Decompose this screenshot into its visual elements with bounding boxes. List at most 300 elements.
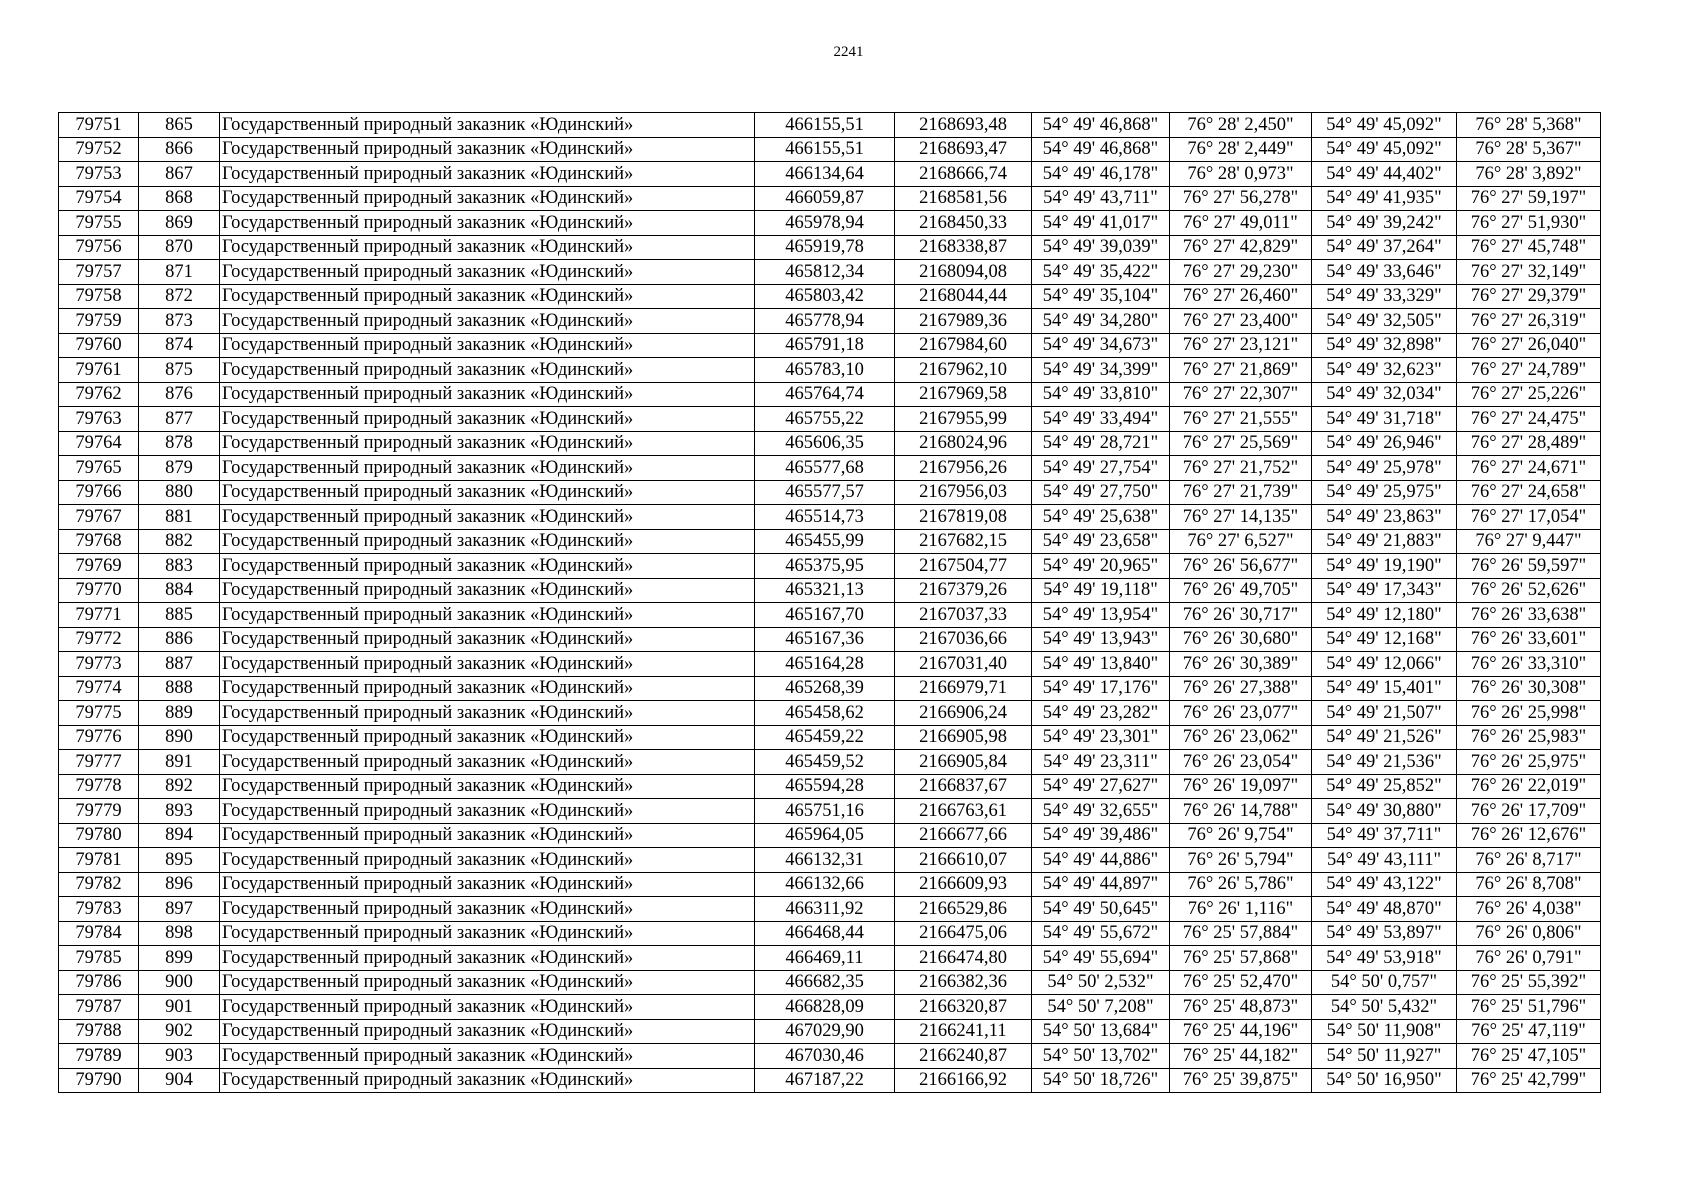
table-row — [59, 260, 1601, 285]
y-coordinate-cell: 2167956,03 — [895, 480, 1032, 505]
x-coordinate-cell: 465964,05 — [755, 823, 895, 848]
longitude-2-cell: 76° 26' 12,676" — [1457, 823, 1601, 848]
object-name-cell: Государственный природный заказник «Юдинский» — [220, 407, 755, 432]
longitude-2-cell: 76° 25' 47,105" — [1457, 1044, 1601, 1069]
table-row — [59, 701, 1601, 726]
x-coordinate-cell: 466468,44 — [755, 921, 895, 946]
y-coordinate-cell: 2168666,74 — [895, 162, 1032, 187]
row-id-cell: 79755 — [59, 211, 139, 236]
y-coordinate-cell: 2168044,44 — [895, 284, 1032, 309]
latitude-1-cell: 54° 49' 44,897" — [1032, 872, 1170, 897]
point-number-cell: 902 — [139, 1019, 220, 1044]
table-row — [59, 676, 1601, 701]
longitude-2-cell: 76° 27' 9,447" — [1457, 529, 1601, 554]
longitude-2-cell: 76° 27' 26,040" — [1457, 333, 1601, 358]
table-row — [59, 113, 1601, 138]
longitude-2-cell: 76° 26' 25,983" — [1457, 725, 1601, 750]
longitude-1-cell: 76° 27' 22,307" — [1170, 382, 1312, 407]
row-id-cell: 79762 — [59, 382, 139, 407]
x-coordinate-cell: 465455,99 — [755, 529, 895, 554]
x-coordinate-cell: 466134,64 — [755, 162, 895, 187]
longitude-1-cell: 76° 26' 30,389" — [1170, 652, 1312, 677]
point-number-cell: 892 — [139, 774, 220, 799]
longitude-2-cell: 76° 27' 24,475" — [1457, 407, 1601, 432]
latitude-2-cell: 54° 49' 15,401" — [1312, 676, 1457, 701]
object-name-cell: Государственный природный заказник «Юдинский» — [220, 774, 755, 799]
latitude-1-cell: 54° 49' 27,754" — [1032, 456, 1170, 481]
longitude-1-cell: 76° 27' 29,230" — [1170, 260, 1312, 285]
latitude-1-cell: 54° 49' 25,638" — [1032, 505, 1170, 530]
x-coordinate-cell: 465167,70 — [755, 603, 895, 628]
point-number-cell: 885 — [139, 603, 220, 628]
x-coordinate-cell: 465791,18 — [755, 333, 895, 358]
longitude-1-cell: 76° 26' 23,062" — [1170, 725, 1312, 750]
latitude-2-cell: 54° 49' 37,264" — [1312, 235, 1457, 260]
table-row — [59, 186, 1601, 211]
y-coordinate-cell: 2168693,47 — [895, 137, 1032, 162]
longitude-1-cell: 76° 28' 2,450" — [1170, 113, 1312, 138]
longitude-1-cell: 76° 25' 44,182" — [1170, 1044, 1312, 1069]
y-coordinate-cell: 2166610,07 — [895, 848, 1032, 873]
object-name-cell: Государственный природный заказник «Юдинский» — [220, 823, 755, 848]
y-coordinate-cell: 2167969,58 — [895, 382, 1032, 407]
y-coordinate-cell: 2167036,66 — [895, 627, 1032, 652]
y-coordinate-cell: 2166677,66 — [895, 823, 1032, 848]
latitude-2-cell: 54° 49' 30,880" — [1312, 799, 1457, 824]
latitude-2-cell: 54° 49' 32,898" — [1312, 333, 1457, 358]
row-id-cell: 79761 — [59, 358, 139, 383]
object-name-cell: Государственный природный заказник «Юдинский» — [220, 799, 755, 824]
latitude-1-cell: 54° 49' 23,301" — [1032, 725, 1170, 750]
longitude-1-cell: 76° 25' 44,196" — [1170, 1019, 1312, 1044]
longitude-1-cell: 76° 27' 42,829" — [1170, 235, 1312, 260]
x-coordinate-cell: 465321,13 — [755, 578, 895, 603]
table-row — [59, 456, 1601, 481]
latitude-1-cell: 54° 49' 46,178" — [1032, 162, 1170, 187]
latitude-1-cell: 54° 49' 46,868" — [1032, 137, 1170, 162]
row-id-cell: 79773 — [59, 652, 139, 677]
x-coordinate-cell: 465594,28 — [755, 774, 895, 799]
longitude-2-cell: 76° 26' 0,791" — [1457, 946, 1601, 971]
table-row — [59, 774, 1601, 799]
longitude-1-cell: 76° 28' 2,449" — [1170, 137, 1312, 162]
object-name-cell: Государственный природный заказник «Юдинский» — [220, 750, 755, 775]
longitude-2-cell: 76° 27' 45,748" — [1457, 235, 1601, 260]
longitude-1-cell: 76° 25' 39,875" — [1170, 1068, 1312, 1093]
latitude-1-cell: 54° 49' 35,422" — [1032, 260, 1170, 285]
row-id-cell: 79764 — [59, 431, 139, 456]
longitude-1-cell: 76° 26' 30,717" — [1170, 603, 1312, 628]
longitude-2-cell: 76° 27' 29,379" — [1457, 284, 1601, 309]
object-name-cell: Государственный природный заказник «Юдинский» — [220, 848, 755, 873]
longitude-2-cell: 76° 27' 24,671" — [1457, 456, 1601, 481]
latitude-2-cell: 54° 49' 12,180" — [1312, 603, 1457, 628]
point-number-cell: 898 — [139, 921, 220, 946]
latitude-2-cell: 54° 49' 21,526" — [1312, 725, 1457, 750]
table-row — [59, 872, 1601, 897]
latitude-2-cell: 54° 49' 37,711" — [1312, 823, 1457, 848]
latitude-1-cell: 54° 49' 23,311" — [1032, 750, 1170, 775]
point-number-cell: 899 — [139, 946, 220, 971]
y-coordinate-cell: 2166529,86 — [895, 897, 1032, 922]
longitude-1-cell: 76° 27' 14,135" — [1170, 505, 1312, 530]
latitude-1-cell: 54° 49' 32,655" — [1032, 799, 1170, 824]
y-coordinate-cell: 2166763,61 — [895, 799, 1032, 824]
row-id-cell: 79787 — [59, 995, 139, 1020]
table-row — [59, 995, 1601, 1020]
row-id-cell: 79753 — [59, 162, 139, 187]
point-number-cell: 881 — [139, 505, 220, 530]
longitude-1-cell: 76° 26' 14,788" — [1170, 799, 1312, 824]
longitude-1-cell: 76° 27' 21,739" — [1170, 480, 1312, 505]
longitude-2-cell: 76° 27' 59,197" — [1457, 186, 1601, 211]
latitude-2-cell: 54° 49' 21,507" — [1312, 701, 1457, 726]
longitude-1-cell: 76° 26' 1,116" — [1170, 897, 1312, 922]
latitude-1-cell: 54° 50' 18,726" — [1032, 1068, 1170, 1093]
longitude-2-cell: 76° 27' 24,658" — [1457, 480, 1601, 505]
latitude-2-cell: 54° 49' 45,092" — [1312, 137, 1457, 162]
page-number: 2241 — [833, 44, 864, 60]
longitude-2-cell: 76° 25' 51,796" — [1457, 995, 1601, 1020]
point-number-cell: 901 — [139, 995, 220, 1020]
y-coordinate-cell: 2166837,67 — [895, 774, 1032, 799]
point-number-cell: 868 — [139, 186, 220, 211]
table-row — [59, 284, 1601, 309]
y-coordinate-cell: 2168094,08 — [895, 260, 1032, 285]
latitude-1-cell: 54° 50' 13,702" — [1032, 1044, 1170, 1069]
row-id-cell: 79774 — [59, 676, 139, 701]
longitude-2-cell: 76° 26' 22,019" — [1457, 774, 1601, 799]
longitude-2-cell: 76° 26' 17,709" — [1457, 799, 1601, 824]
y-coordinate-cell: 2166320,87 — [895, 995, 1032, 1020]
longitude-2-cell: 76° 28' 5,367" — [1457, 137, 1601, 162]
longitude-1-cell: 76° 26' 30,680" — [1170, 627, 1312, 652]
row-id-cell: 79784 — [59, 921, 139, 946]
x-coordinate-cell: 465812,34 — [755, 260, 895, 285]
y-coordinate-cell: 2167031,40 — [895, 652, 1032, 677]
longitude-1-cell: 76° 25' 57,868" — [1170, 946, 1312, 971]
x-coordinate-cell: 465514,73 — [755, 505, 895, 530]
longitude-1-cell: 76° 25' 57,884" — [1170, 921, 1312, 946]
x-coordinate-cell: 466132,66 — [755, 872, 895, 897]
object-name-cell: Государственный природный заказник «Юдинский» — [220, 358, 755, 383]
x-coordinate-cell: 465458,62 — [755, 701, 895, 726]
x-coordinate-cell: 466155,51 — [755, 137, 895, 162]
latitude-1-cell: 54° 49' 39,039" — [1032, 235, 1170, 260]
point-number-cell: 894 — [139, 823, 220, 848]
latitude-2-cell: 54° 49' 25,978" — [1312, 456, 1457, 481]
y-coordinate-cell: 2168024,96 — [895, 431, 1032, 456]
longitude-1-cell: 76° 27' 21,869" — [1170, 358, 1312, 383]
coordinates-table — [58, 112, 1601, 1093]
object-name-cell: Государственный природный заказник «Юдинский» — [220, 235, 755, 260]
longitude-1-cell: 76° 25' 52,470" — [1170, 970, 1312, 995]
object-name-cell: Государственный природный заказник «Юдинский» — [220, 725, 755, 750]
x-coordinate-cell: 467187,22 — [755, 1068, 895, 1093]
latitude-1-cell: 54° 50' 7,208" — [1032, 995, 1170, 1020]
table-row — [59, 162, 1601, 187]
y-coordinate-cell: 2167682,15 — [895, 529, 1032, 554]
longitude-2-cell: 76° 26' 0,806" — [1457, 921, 1601, 946]
latitude-1-cell: 54° 49' 17,176" — [1032, 676, 1170, 701]
object-name-cell: Государственный природный заказник «Юдинский» — [220, 113, 755, 138]
x-coordinate-cell: 466155,51 — [755, 113, 895, 138]
row-id-cell: 79786 — [59, 970, 139, 995]
row-id-cell: 79788 — [59, 1019, 139, 1044]
table-row — [59, 554, 1601, 579]
row-id-cell: 79780 — [59, 823, 139, 848]
table-row — [59, 823, 1601, 848]
longitude-1-cell: 76° 27' 23,400" — [1170, 309, 1312, 334]
table-row — [59, 309, 1601, 334]
latitude-1-cell: 54° 49' 23,282" — [1032, 701, 1170, 726]
longitude-2-cell: 76° 26' 8,708" — [1457, 872, 1601, 897]
table-row — [59, 407, 1601, 432]
latitude-2-cell: 54° 49' 53,918" — [1312, 946, 1457, 971]
x-coordinate-cell: 465167,36 — [755, 627, 895, 652]
latitude-2-cell: 54° 50' 5,432" — [1312, 995, 1457, 1020]
object-name-cell: Государственный природный заказник «Юдинский» — [220, 652, 755, 677]
point-number-cell: 889 — [139, 701, 220, 726]
object-name-cell: Государственный природный заказник «Юдинский» — [220, 1044, 755, 1069]
latitude-2-cell: 54° 49' 31,718" — [1312, 407, 1457, 432]
latitude-2-cell: 54° 49' 25,852" — [1312, 774, 1457, 799]
point-number-cell: 890 — [139, 725, 220, 750]
table-row — [59, 1019, 1601, 1044]
object-name-cell: Государственный природный заказник «Юдинский» — [220, 921, 755, 946]
latitude-1-cell: 54° 49' 44,886" — [1032, 848, 1170, 873]
latitude-1-cell: 54° 49' 34,399" — [1032, 358, 1170, 383]
longitude-2-cell: 76° 27' 32,149" — [1457, 260, 1601, 285]
table-row — [59, 799, 1601, 824]
point-number-cell: 865 — [139, 113, 220, 138]
point-number-cell: 878 — [139, 431, 220, 456]
latitude-1-cell: 54° 49' 13,943" — [1032, 627, 1170, 652]
y-coordinate-cell: 2167984,60 — [895, 333, 1032, 358]
latitude-2-cell: 54° 50' 0,757" — [1312, 970, 1457, 995]
longitude-2-cell: 76° 25' 47,119" — [1457, 1019, 1601, 1044]
point-number-cell: 896 — [139, 872, 220, 897]
longitude-1-cell: 76° 27' 56,278" — [1170, 186, 1312, 211]
y-coordinate-cell: 2166905,98 — [895, 725, 1032, 750]
latitude-1-cell: 54° 50' 13,684" — [1032, 1019, 1170, 1044]
table-row — [59, 946, 1601, 971]
longitude-2-cell: 76° 26' 52,626" — [1457, 578, 1601, 603]
y-coordinate-cell: 2167037,33 — [895, 603, 1032, 628]
point-number-cell: 876 — [139, 382, 220, 407]
latitude-2-cell: 54° 49' 33,646" — [1312, 260, 1457, 285]
longitude-2-cell: 76° 26' 25,975" — [1457, 750, 1601, 775]
row-id-cell: 79775 — [59, 701, 139, 726]
latitude-2-cell: 54° 49' 17,343" — [1312, 578, 1457, 603]
x-coordinate-cell: 465577,68 — [755, 456, 895, 481]
latitude-1-cell: 54° 49' 39,486" — [1032, 823, 1170, 848]
x-coordinate-cell: 465577,57 — [755, 480, 895, 505]
longitude-1-cell: 76° 26' 23,054" — [1170, 750, 1312, 775]
longitude-2-cell: 76° 26' 30,308" — [1457, 676, 1601, 701]
longitude-2-cell: 76° 26' 33,601" — [1457, 627, 1601, 652]
latitude-2-cell: 54° 49' 33,329" — [1312, 284, 1457, 309]
longitude-1-cell: 76° 27' 21,752" — [1170, 456, 1312, 481]
x-coordinate-cell: 465459,22 — [755, 725, 895, 750]
latitude-1-cell: 54° 49' 27,627" — [1032, 774, 1170, 799]
point-number-cell: 897 — [139, 897, 220, 922]
longitude-2-cell: 76° 26' 33,310" — [1457, 652, 1601, 677]
latitude-2-cell: 54° 49' 26,946" — [1312, 431, 1457, 456]
point-number-cell: 893 — [139, 799, 220, 824]
point-number-cell: 884 — [139, 578, 220, 603]
longitude-2-cell: 76° 26' 8,717" — [1457, 848, 1601, 873]
point-number-cell: 883 — [139, 554, 220, 579]
longitude-1-cell: 76° 27' 26,460" — [1170, 284, 1312, 309]
latitude-1-cell: 54° 49' 23,658" — [1032, 529, 1170, 554]
y-coordinate-cell: 2167819,08 — [895, 505, 1032, 530]
y-coordinate-cell: 2167956,26 — [895, 456, 1032, 481]
row-id-cell: 79767 — [59, 505, 139, 530]
row-id-cell: 79785 — [59, 946, 139, 971]
y-coordinate-cell: 2167989,36 — [895, 309, 1032, 334]
x-coordinate-cell: 466059,87 — [755, 186, 895, 211]
object-name-cell: Государственный природный заказник «Юдинский» — [220, 897, 755, 922]
table-row — [59, 333, 1601, 358]
object-name-cell: Государственный природный заказник «Юдинский» — [220, 382, 755, 407]
point-number-cell: 900 — [139, 970, 220, 995]
latitude-2-cell: 54° 49' 12,168" — [1312, 627, 1457, 652]
x-coordinate-cell: 465803,42 — [755, 284, 895, 309]
longitude-2-cell: 76° 27' 25,226" — [1457, 382, 1601, 407]
row-id-cell: 79783 — [59, 897, 139, 922]
table-row — [59, 970, 1601, 995]
latitude-2-cell: 54° 49' 53,897" — [1312, 921, 1457, 946]
point-number-cell: 882 — [139, 529, 220, 554]
latitude-1-cell: 54° 49' 34,673" — [1032, 333, 1170, 358]
point-number-cell: 869 — [139, 211, 220, 236]
object-name-cell: Государственный природный заказник «Юдинский» — [220, 162, 755, 187]
table-row — [59, 480, 1601, 505]
object-name-cell: Государственный природный заказник «Юдинский» — [220, 995, 755, 1020]
table-row — [59, 358, 1601, 383]
latitude-2-cell: 54° 49' 44,402" — [1312, 162, 1457, 187]
row-id-cell: 79782 — [59, 872, 139, 897]
table-row — [59, 211, 1601, 236]
table-row — [59, 627, 1601, 652]
longitude-2-cell: 76° 25' 55,392" — [1457, 970, 1601, 995]
y-coordinate-cell: 2166609,93 — [895, 872, 1032, 897]
object-name-cell: Государственный природный заказник «Юдинский» — [220, 627, 755, 652]
longitude-1-cell: 76° 26' 19,097" — [1170, 774, 1312, 799]
latitude-2-cell: 54° 49' 45,092" — [1312, 113, 1457, 138]
x-coordinate-cell: 465783,10 — [755, 358, 895, 383]
x-coordinate-cell: 465268,39 — [755, 676, 895, 701]
point-number-cell: 888 — [139, 676, 220, 701]
object-name-cell: Государственный природный заказник «Юдинский» — [220, 505, 755, 530]
longitude-2-cell: 76° 25' 42,799" — [1457, 1068, 1601, 1093]
longitude-1-cell: 76° 26' 5,794" — [1170, 848, 1312, 873]
row-id-cell: 79757 — [59, 260, 139, 285]
row-id-cell: 79760 — [59, 333, 139, 358]
longitude-2-cell: 76° 26' 4,038" — [1457, 897, 1601, 922]
point-number-cell: 880 — [139, 480, 220, 505]
latitude-2-cell: 54° 49' 23,863" — [1312, 505, 1457, 530]
y-coordinate-cell: 2166979,71 — [895, 676, 1032, 701]
x-coordinate-cell: 466682,35 — [755, 970, 895, 995]
longitude-1-cell: 76° 26' 23,077" — [1170, 701, 1312, 726]
row-id-cell: 79772 — [59, 627, 139, 652]
x-coordinate-cell: 465764,74 — [755, 382, 895, 407]
point-number-cell: 873 — [139, 309, 220, 334]
x-coordinate-cell: 465755,22 — [755, 407, 895, 432]
row-id-cell: 79789 — [59, 1044, 139, 1069]
table-row — [59, 505, 1601, 530]
longitude-2-cell: 76° 26' 33,638" — [1457, 603, 1601, 628]
latitude-1-cell: 54° 49' 13,954" — [1032, 603, 1170, 628]
latitude-1-cell: 54° 49' 28,721" — [1032, 431, 1170, 456]
row-id-cell: 79770 — [59, 578, 139, 603]
longitude-1-cell: 76° 27' 25,569" — [1170, 431, 1312, 456]
row-id-cell: 79752 — [59, 137, 139, 162]
latitude-2-cell: 54° 49' 43,111" — [1312, 848, 1457, 873]
row-id-cell: 79758 — [59, 284, 139, 309]
object-name-cell: Государственный природный заказник «Юдинский» — [220, 676, 755, 701]
point-number-cell: 904 — [139, 1068, 220, 1093]
y-coordinate-cell: 2166905,84 — [895, 750, 1032, 775]
longitude-1-cell: 76° 25' 48,873" — [1170, 995, 1312, 1020]
table-row — [59, 848, 1601, 873]
object-name-cell: Государственный природный заказник «Юдинский» — [220, 260, 755, 285]
x-coordinate-cell: 465978,94 — [755, 211, 895, 236]
object-name-cell: Государственный природный заказник «Юдинский» — [220, 554, 755, 579]
latitude-1-cell: 54° 49' 34,280" — [1032, 309, 1170, 334]
object-name-cell: Государственный природный заказник «Юдинский» — [220, 309, 755, 334]
longitude-2-cell: 76° 28' 3,892" — [1457, 162, 1601, 187]
point-number-cell: 877 — [139, 407, 220, 432]
longitude-1-cell: 76° 27' 6,527" — [1170, 529, 1312, 554]
x-coordinate-cell: 465778,94 — [755, 309, 895, 334]
latitude-2-cell: 54° 49' 21,883" — [1312, 529, 1457, 554]
longitude-2-cell: 76° 27' 51,930" — [1457, 211, 1601, 236]
object-name-cell: Государственный природный заказник «Юдинский» — [220, 603, 755, 628]
latitude-1-cell: 54° 49' 41,017" — [1032, 211, 1170, 236]
x-coordinate-cell: 465459,52 — [755, 750, 895, 775]
longitude-1-cell: 76° 26' 27,388" — [1170, 676, 1312, 701]
latitude-2-cell: 54° 49' 12,066" — [1312, 652, 1457, 677]
latitude-2-cell: 54° 49' 25,975" — [1312, 480, 1457, 505]
object-name-cell: Государственный природный заказник «Юдинский» — [220, 1019, 755, 1044]
object-name-cell: Государственный природный заказник «Юдинский» — [220, 284, 755, 309]
object-name-cell: Государственный природный заказник «Юдинский» — [220, 480, 755, 505]
point-number-cell: 866 — [139, 137, 220, 162]
latitude-2-cell: 54° 50' 11,908" — [1312, 1019, 1457, 1044]
longitude-1-cell: 76° 27' 23,121" — [1170, 333, 1312, 358]
longitude-2-cell: 76° 27' 24,789" — [1457, 358, 1601, 383]
point-number-cell: 895 — [139, 848, 220, 873]
latitude-1-cell: 54° 49' 33,810" — [1032, 382, 1170, 407]
latitude-2-cell: 54° 49' 32,623" — [1312, 358, 1457, 383]
latitude-2-cell: 54° 49' 39,242" — [1312, 211, 1457, 236]
x-coordinate-cell: 466469,11 — [755, 946, 895, 971]
longitude-2-cell: 76° 27' 28,489" — [1457, 431, 1601, 456]
table-row — [59, 382, 1601, 407]
longitude-1-cell: 76° 27' 21,555" — [1170, 407, 1312, 432]
row-id-cell: 79777 — [59, 750, 139, 775]
latitude-1-cell: 54° 49' 27,750" — [1032, 480, 1170, 505]
point-number-cell: 891 — [139, 750, 220, 775]
table-body — [59, 113, 1601, 1093]
object-name-cell: Государственный природный заказник «Юдинский» — [220, 456, 755, 481]
point-number-cell: 874 — [139, 333, 220, 358]
row-id-cell: 79751 — [59, 113, 139, 138]
x-coordinate-cell: 465375,95 — [755, 554, 895, 579]
